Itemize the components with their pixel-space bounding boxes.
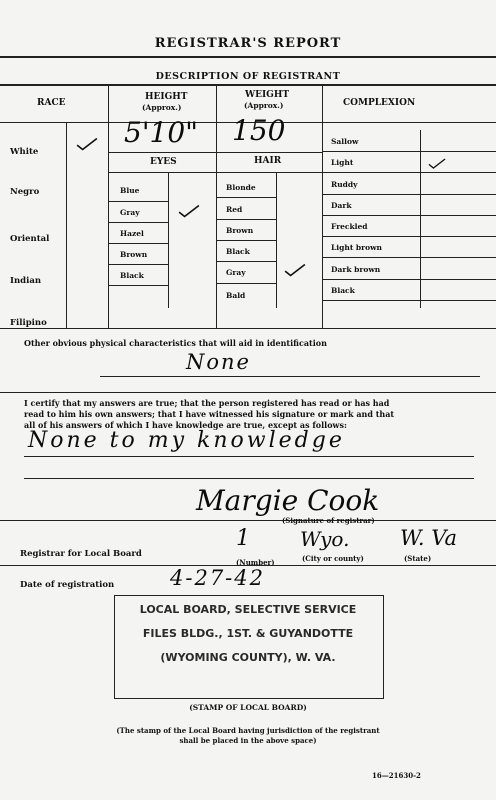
form-number: 16—21630-2 bbox=[372, 771, 421, 780]
complexion-dark: Dark bbox=[331, 201, 352, 210]
exceptions-value: None to my knowledge bbox=[28, 428, 345, 453]
complexion-ruddy: Ruddy bbox=[331, 180, 358, 189]
hair-black: Black bbox=[226, 247, 250, 256]
eyes-black: Black bbox=[120, 271, 144, 280]
stamp-note-2: shall be placed in the above space) bbox=[179, 736, 317, 745]
other-characteristics-value: None bbox=[186, 350, 251, 374]
stamp-note-1: (The stamp of the Local Board having jurisdiction of the registrant bbox=[116, 726, 380, 735]
race-header: RACE bbox=[37, 98, 66, 108]
certify-line-1: I certify that my answers are true; that the person registered has read or has had bbox=[24, 398, 390, 408]
form-title: REGISTRAR'S REPORT bbox=[154, 36, 342, 51]
race-white: White bbox=[10, 147, 39, 157]
height-header: HEIGHT bbox=[145, 92, 188, 102]
race-filipino: Filipino bbox=[10, 318, 47, 328]
complexion-check-mark bbox=[428, 154, 446, 165]
complexion-sallow: Sallow bbox=[331, 137, 359, 146]
race-oriental: Oriental bbox=[10, 234, 50, 244]
other-characteristics-label: Other obvious physical characteristics that will aid in identification bbox=[24, 338, 327, 348]
eyes-gray: Gray bbox=[120, 208, 140, 217]
complexion-header: COMPLEXION bbox=[343, 98, 416, 108]
number-label: (Number) bbox=[236, 558, 275, 567]
local-board-label: Registrar for Local Board bbox=[20, 549, 142, 559]
race-check-mark bbox=[76, 136, 98, 150]
eyes-header: EYES bbox=[150, 157, 177, 167]
hair-header: HAIR bbox=[254, 156, 282, 166]
board-state: W. Va bbox=[400, 526, 458, 550]
hair-red: Red bbox=[226, 205, 243, 214]
hair-brown: Brown bbox=[226, 226, 254, 235]
eyes-blue: Blue bbox=[120, 186, 140, 195]
form-subtitle: DESCRIPTION OF REGISTRANT bbox=[155, 71, 341, 82]
complexion-dark-brown: Dark brown bbox=[331, 265, 381, 274]
stamp-line-1: LOCAL BOARD, SELECTIVE SERVICE bbox=[139, 603, 357, 616]
hair-gray: Gray bbox=[226, 268, 246, 277]
board-number: 1 bbox=[236, 526, 250, 551]
hair-check-mark bbox=[284, 262, 306, 276]
certify-line-2: read to him his own answers; that I have witnessed his signature or mark and that bbox=[24, 409, 395, 419]
stamp-line-2: FILES BLDG., 1ST. & GUYANDOTTE bbox=[142, 627, 354, 640]
stamp-caption: (STAMP OF LOCAL BOARD) bbox=[189, 703, 307, 712]
complexion-light: Light bbox=[331, 158, 354, 167]
eyes-check-mark bbox=[178, 203, 200, 217]
stamp-line-3: (WYOMING COUNTY), W. VA. bbox=[160, 651, 336, 664]
complexion-black: Black bbox=[331, 286, 355, 295]
signature-label: (Signature of registrar) bbox=[282, 516, 375, 525]
date-label: Date of registration bbox=[20, 580, 115, 590]
state-label: (State) bbox=[404, 554, 432, 563]
registrar-signature: Margie Cook bbox=[196, 484, 380, 517]
hair-bald: Bald bbox=[226, 291, 246, 300]
height-approx: (Approx.) bbox=[142, 103, 182, 112]
height-value: 5'10" bbox=[124, 116, 199, 149]
race-negro: Negro bbox=[10, 187, 40, 197]
eyes-brown: Brown bbox=[120, 250, 148, 259]
complexion-freckled: Freckled bbox=[331, 222, 368, 231]
weight-value: 150 bbox=[232, 114, 286, 147]
complexion-light-brown: Light brown bbox=[331, 243, 383, 252]
race-indian: Indian bbox=[10, 276, 42, 286]
certify-line-3: all of his answers of which I have knowledge are true, except as follows: bbox=[24, 420, 347, 430]
eyes-hazel: Hazel bbox=[120, 229, 144, 238]
hair-blonde: Blonde bbox=[226, 183, 256, 192]
board-city: Wyo. bbox=[300, 527, 350, 551]
city-label: (City or county) bbox=[302, 554, 364, 563]
weight-header: WEIGHT bbox=[245, 90, 290, 100]
date-value: 4-27-42 bbox=[170, 566, 265, 590]
weight-approx: (Approx.) bbox=[244, 101, 284, 110]
